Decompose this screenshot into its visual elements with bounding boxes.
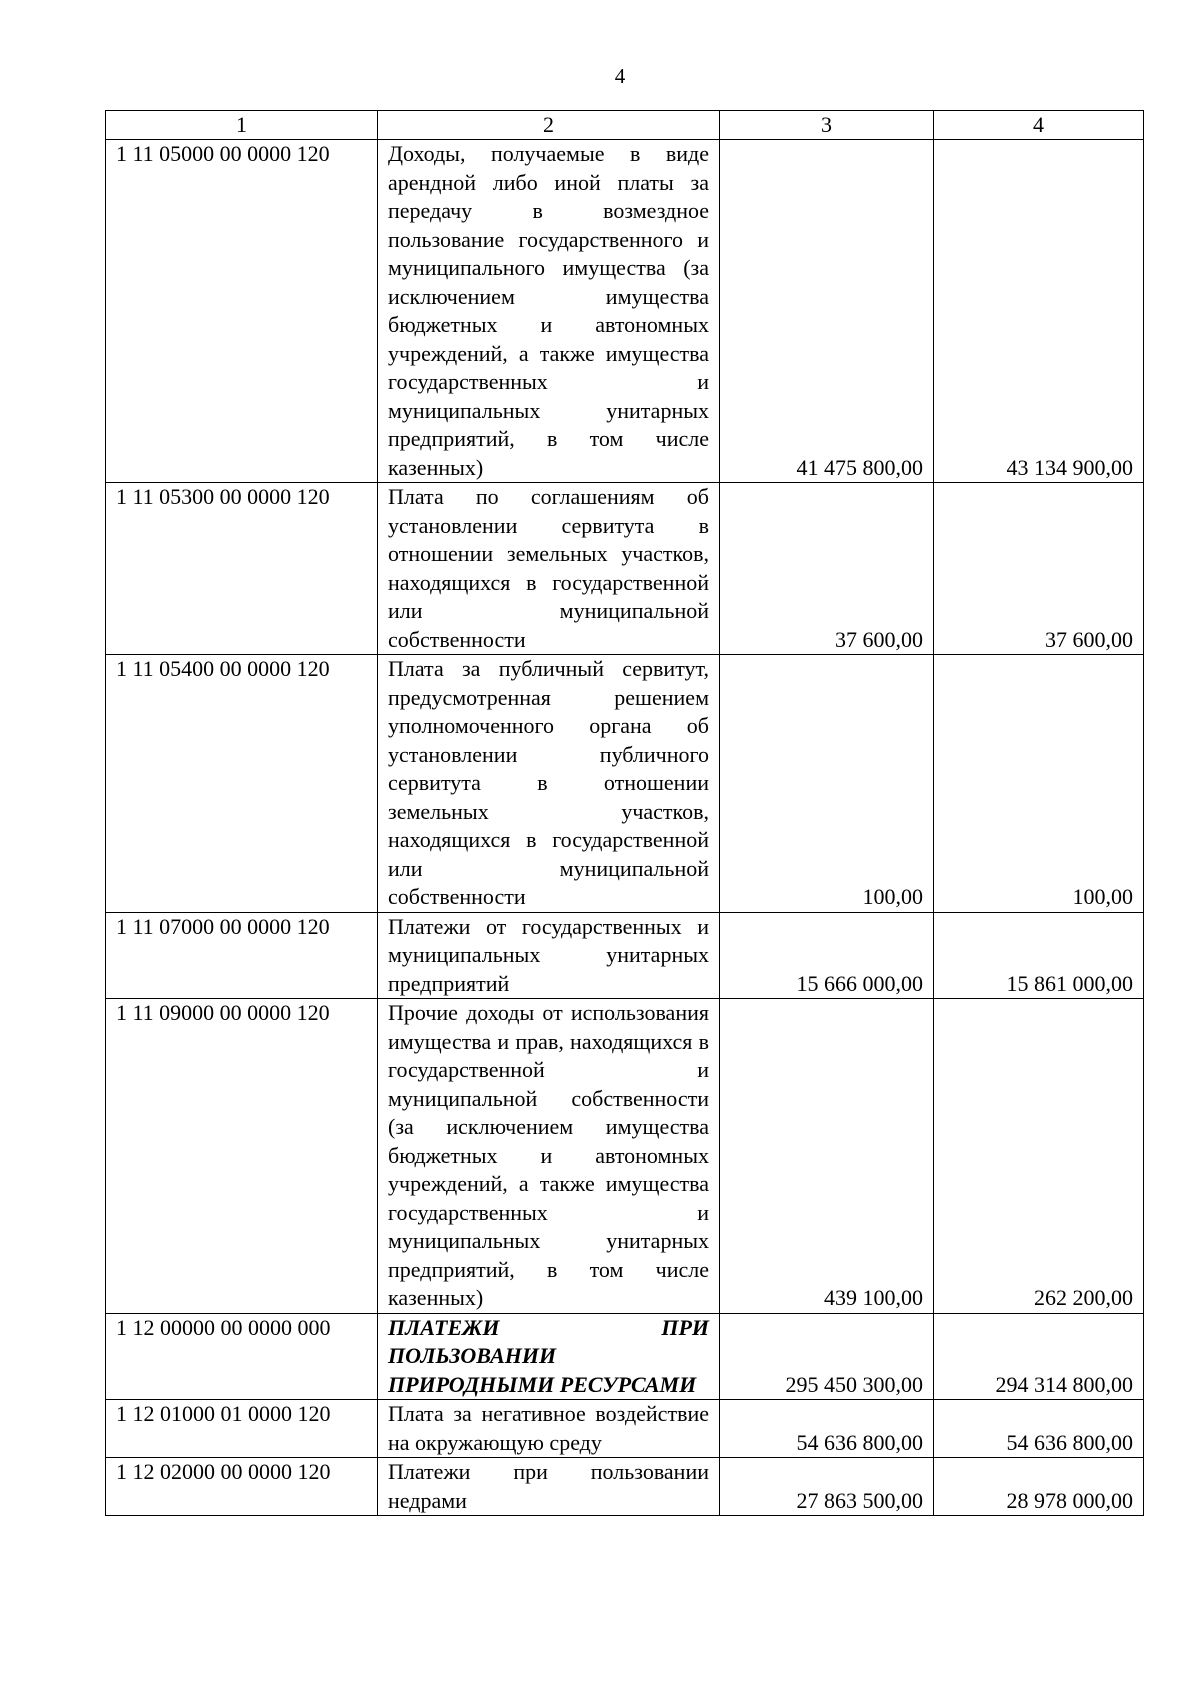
amount-col-3: 37 600,00 <box>720 483 934 655</box>
amount-col-3: 295 450 300,00 <box>720 1313 934 1400</box>
amount-col-3: 15 666 000,00 <box>720 912 934 999</box>
income-description: Плата по соглашениям об установлении сервитута в отношении земельных участков, находящихся в государственной или муниципальной собственности <box>378 483 720 655</box>
column-header: 2 <box>378 111 720 140</box>
income-description: Платежи при пользовании недрами <box>378 1458 720 1516</box>
amount-col-3: 27 863 500,00 <box>720 1458 934 1516</box>
table-row <box>106 483 1144 655</box>
table-row-section-total <box>106 1313 1144 1400</box>
amount-col-4: 37 600,00 <box>934 483 1144 655</box>
budget-code: 1 11 05300 00 0000 120 <box>106 483 378 655</box>
amount-col-3: 41 475 800,00 <box>720 140 934 483</box>
column-header: 3 <box>720 111 934 140</box>
budget-code: 1 12 00000 00 0000 000 <box>106 1313 378 1400</box>
amount-col-3: 100,00 <box>720 655 934 913</box>
table-row <box>106 140 1144 483</box>
column-header: 1 <box>106 111 378 140</box>
revenue-table <box>105 110 1144 1516</box>
amount-col-3: 439 100,00 <box>720 999 934 1314</box>
amount-col-4: 15 861 000,00 <box>934 912 1144 999</box>
table-row <box>106 1458 1144 1516</box>
income-description: Платежи от государственных и муниципальных унитарных предприятий <box>378 912 720 999</box>
income-description: Доходы, получаемые в виде арендной либо иной платы за передачу в возмездное пользование государственного и муниципального имущества (за исключением имущества бюджетных и автономных учреждений, а также имущества государственных и муниципальных унитарных предприятий, в том числе казенных) <box>378 140 720 483</box>
amount-col-4: 43 134 900,00 <box>934 140 1144 483</box>
table-row <box>106 912 1144 999</box>
budget-code: 1 11 07000 00 0000 120 <box>106 912 378 999</box>
amount-col-3: 54 636 800,00 <box>720 1400 934 1458</box>
income-description: Прочие доходы от использования имущества и прав, находящихся в государственной и муниципальной собственности (за исключением имущества бюджетных и автономных учреждений, а также имущества государственных и муниципальных унитарных предприятий, в том числе казенных) <box>378 999 720 1314</box>
income-description: Плата за негативное воздействие на окружающую среду <box>378 1400 720 1458</box>
amount-col-4: 100,00 <box>934 655 1144 913</box>
budget-code: 1 12 01000 01 0000 120 <box>106 1400 378 1458</box>
budget-code: 1 11 05000 00 0000 120 <box>106 140 378 483</box>
table-row <box>106 655 1144 913</box>
budget-code: 1 11 09000 00 0000 120 <box>106 999 378 1314</box>
page-number: 4 <box>614 64 626 88</box>
income-description: Плата за публичный сервитут, предусмотренная решением уполномоченного органа об установлении публичного сервитута в отношении земельных участков, находящихся в государственной или муниципальной собственности <box>378 655 720 913</box>
column-header: 4 <box>934 111 1144 140</box>
section-heading: ПЛАТЕЖИ ПРИ ПОЛЬЗОВАНИИ ПРИРОДНЫМИ РЕСУРСАМИ <box>378 1313 720 1400</box>
budget-code: 1 11 05400 00 0000 120 <box>106 655 378 913</box>
amount-col-4: 28 978 000,00 <box>934 1458 1144 1516</box>
amount-col-4: 262 200,00 <box>934 999 1144 1314</box>
amount-col-4: 54 636 800,00 <box>934 1400 1144 1458</box>
table-row <box>106 1400 1144 1458</box>
table-row <box>106 999 1144 1314</box>
table-header-row <box>106 111 1144 140</box>
budget-code: 1 12 02000 00 0000 120 <box>106 1458 378 1516</box>
amount-col-4: 294 314 800,00 <box>934 1313 1144 1400</box>
